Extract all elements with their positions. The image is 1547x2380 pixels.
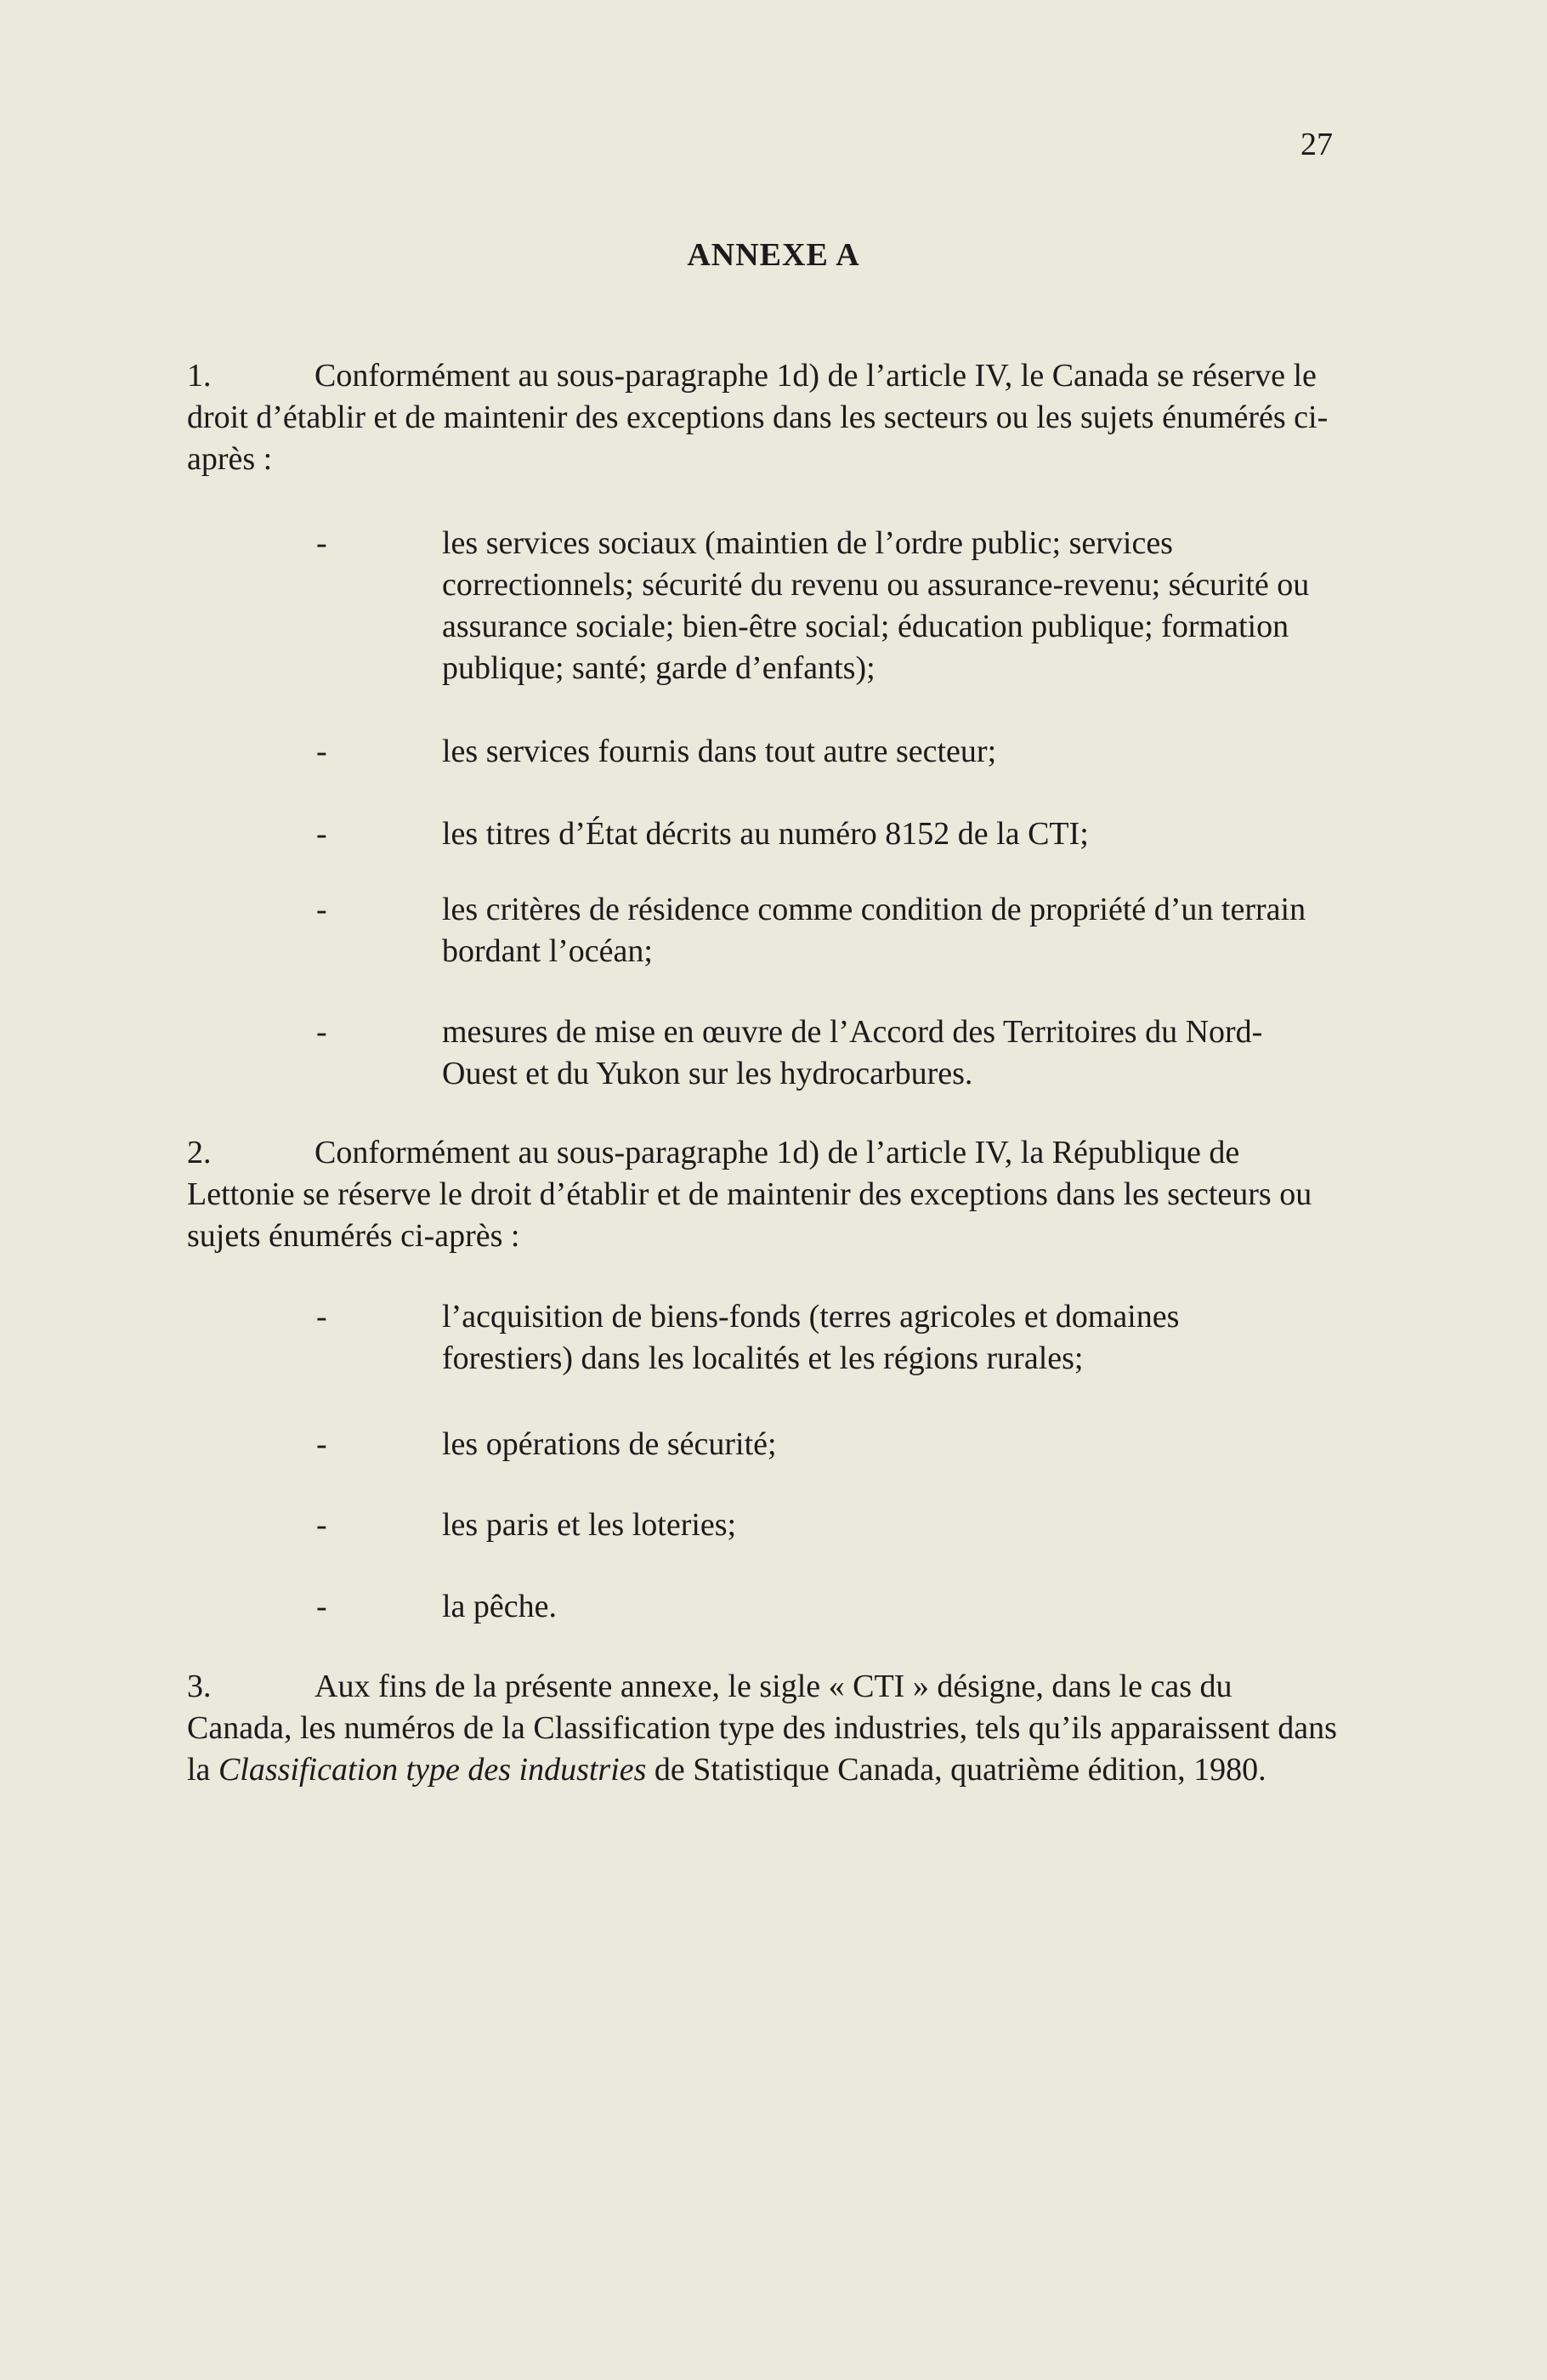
list-item-text: l’acquisition de biens-fonds (terres agricoles et domaines forestiers) dans les localités et les régions rurales; — [442, 1299, 1180, 1376]
paragraph-3 — [187, 1666, 1343, 1791]
list-dash: - — [316, 734, 327, 769]
list-item-text: mesures de mise en œuvre de l’Accord des Territoires du Nord-Ouest et du Yukon sur les hydrocarbures. — [442, 1014, 1263, 1091]
list-item-text: les services sociaux (maintien de l’ordre public; services correctionnels; sécurité du revenu ou assurance-revenu; sécurité ou assurance sociale; bien-être social; éducation publique; formation publique; santé; garde d’enfants); — [442, 525, 1310, 686]
list-item-text: les paris et les loteries; — [442, 1507, 737, 1543]
paragraph-text: Conformément au sous-paragraphe 1d) de l’article IV, la République de Lettonie se réserve le droit d’établir et de maintenir des exceptions dans les secteurs ou sujets énumérés ci-après : — [187, 1135, 1312, 1254]
list-dash: - — [316, 816, 327, 852]
paragraph-number: 1. — [187, 358, 212, 394]
paragraph-text-italic: Classification type des industries — [218, 1752, 647, 1788]
paragraph-text-after: de Statistique Canada, quatrième édition, 1980. — [646, 1752, 1266, 1788]
list-dash: - — [316, 1014, 327, 1050]
list-dash: - — [316, 1589, 327, 1624]
paragraph-number: 3. — [187, 1669, 212, 1704]
paragraph-number: 2. — [187, 1135, 212, 1170]
list-item-text: la pêche. — [442, 1589, 558, 1624]
list-item-text: les critères de résidence comme condition de propriété d’un terrain bordant l’océan; — [442, 892, 1306, 969]
paragraph-text-before: Aux fins de la présente annexe, le sigle « CTI » désigne, dans le cas du Canada, les numéros de la Classification type des industries, tels qu’ils apparaissent dans la — [187, 1669, 1337, 1788]
list-dash: - — [316, 892, 327, 927]
paragraph-text: Conformément au sous-paragraphe 1d) de l’article IV, le Canada se réserve le droit d’établir et de maintenir des exceptions dans les secteurs ou les sujets énumérés ci-après : — [187, 358, 1329, 477]
list-dash: - — [316, 1299, 327, 1334]
paragraph-1 — [187, 355, 1343, 480]
list-dash: - — [316, 525, 327, 561]
list-item-text: les opérations de sécurité; — [442, 1426, 777, 1462]
list-dash: - — [316, 1426, 327, 1462]
paragraph-2 — [187, 1132, 1343, 1257]
list-dash: - — [316, 1507, 327, 1543]
page-number: 27 — [1300, 127, 1333, 162]
list-item-text: les titres d’État décrits au numéro 8152 de la CTI; — [442, 816, 1089, 852]
annex-title: ANNEXE A — [687, 237, 860, 273]
list-item-text: les services fournis dans tout autre secteur; — [442, 734, 997, 769]
